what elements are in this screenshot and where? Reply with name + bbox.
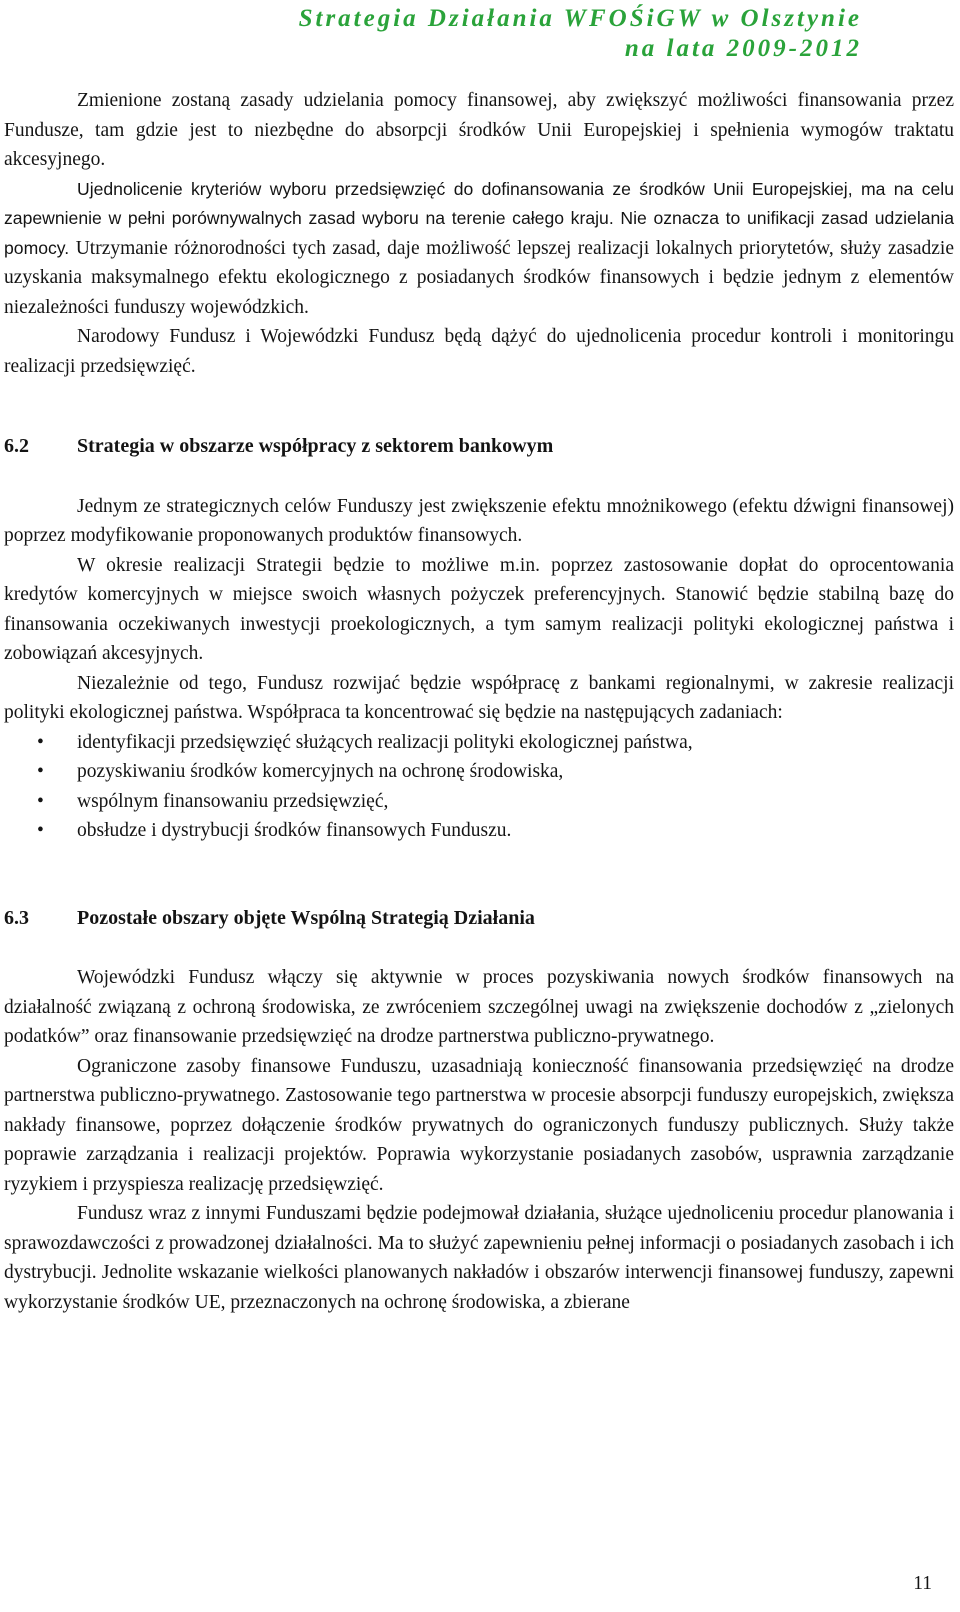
page-content — [4, 86, 954, 1317]
section-heading-6-3 — [4, 904, 954, 934]
paragraph-mixed — [4, 175, 954, 323]
running-header — [299, 4, 862, 64]
list-item: • obsłudze i dystrybucji środków finansowych Funduszu. — [4, 816, 954, 846]
paragraph: Narodowy Fundusz i Wojewódzki Fundusz będą dążyć do ujednolicenia procedur kontroli i monitoringu realizacji przedsięwzięć. — [4, 326, 954, 377]
section-title: Pozostałe obszary objęte Wspólną Strategią Działania — [77, 906, 535, 929]
paragraph: Wojewódzki Fundusz włączy się aktywnie w proces pozyskiwania nowych środków finansowych na działalność związaną z ochroną środowiska, ze zwróceniem szczególnej uwagi na zwiększenie dochodów z „zielonych podatków” oraz finansowanie przedsięwzięć na drodze partnerstwa publiczno-prywatnego. — [4, 967, 954, 1047]
bullet-icon: • — [37, 761, 44, 782]
paragraph: Niezależnie od tego, Fundusz rozwijać będzie współpracę z bankami regionalnymi, w zakresie realizacji polityki ekologicznej państwa. Współpraca ta koncentrować się będzie na następujących zadaniach: — [4, 672, 954, 723]
bullet-icon: • — [37, 790, 44, 812]
paragraph: Jednym ze strategicznych celów Funduszy jest zwiększenie efektu mnożnikowego (efektu dźwigni finansowej) poprzez modyfikowanie proponowanych produktów finansowych. — [4, 495, 954, 546]
page-number: 11 — [913, 1573, 932, 1594]
bullet-list — [4, 728, 954, 846]
bullet-icon: • — [37, 731, 44, 753]
header-title: Strategia Działania WFOŚiGW w Olsztynie — [298, 5, 862, 32]
list-item: • pozyskiwaniu środków komercyjnych na ochronę środowiska, — [4, 757, 954, 787]
section-number: 6.2 — [4, 435, 29, 457]
header-subtitle: na lata 2009-2012 — [624, 35, 862, 62]
paragraph: W okresie realizacji Strategii będzie to możliwe m.in. poprzez zastosowanie dopłat do oprocentowania kredytów komercyjnych w miejsce swoich własnych pożyczek preferencyjnych. Stanowić będzie stabilną bazę do finansowania oczekiwanych inwestycji proekologicznych, a tym samym realizacji polityki ekologicznej państwa i zobowiązań akcesyjnych. — [4, 554, 954, 664]
paragraph: Ograniczone zasoby finansowe Funduszu, uzasadniają konieczność finansowania przedsięwzięć na drodze partnerstwa publiczno-prywatnego. Zastosowanie tego partnerstwa w procesie absorpcji funduszy europejskich, zwiększa nakłady finansowe, poprzez dołączenie środków prywatnych do ograniczonych funduszy publicznych. Służy także poprawie zarządzania i realizacji projektów. Poprawia wykorzystanie posiadanych zasobów, usprawnia zarządzanie ryzykiem i przyspiesza realizację przedsięwzięć. — [4, 1055, 954, 1195]
paragraph: Fundusz wraz z innymi Funduszami będzie podejmował działania, służące ujednoliceniu procedur planowania i sprawozdawczości z prowadzonej działalności. Ma to służyć zapewnieniu pełnej informacji o posiadanych zasobach i ich dystrybucji. Jednolite wskazanie wielkości planowanych nakładów i obszarów interwencji finansowej funduszy, zapewni wykorzystanie środków UE, przeznaczonych na ochronę środowiska, a zbierane — [4, 1203, 954, 1313]
list-item: • identyfikacji przedsięwzięć służących realizacji polityki ekologicznej państwa, — [4, 728, 954, 758]
section-heading-6-2 — [4, 432, 954, 462]
section-number: 6.3 — [4, 906, 29, 929]
bullet-icon: • — [37, 820, 44, 841]
paragraph: Zmienione zostaną zasady udzielania pomocy finansowej, aby zwiększyć możliwości finansowania przez Fundusze, tam gdzie jest to niezbędne do absorpcji środków Unii Europejskiej i spełnienia wymogów traktatu akcesyjnego. — [4, 90, 954, 170]
section-title: Strategia w obszarze współpracy z sektorem bankowym — [77, 435, 554, 457]
list-item: • wspólnym finansowaniu przedsięwzięć, — [4, 787, 954, 817]
paragraph-serif-part: Utrzymanie różnorodności tych zasad, daje możliwość lepszej realizacji lokalnych priorytetów, służy zasadzie uzyskania maksymalnego efektu ekologicznego z posiadanych środków finansowych i będzie jednym z elementów niezależności funduszy wojewódzkich. — [4, 237, 954, 318]
paragraph-sans-part: Ujednolicenie kryteriów wyboru przedsięwzięć do dofinansowania ze środków Unii Europejskiej, ma na celu zapewnienie w pełni porównywalnych zasad wyboru na terenie całego kraju. Nie oznacza to unifikacji zasad udzielania pomocy. — [4, 178, 954, 258]
